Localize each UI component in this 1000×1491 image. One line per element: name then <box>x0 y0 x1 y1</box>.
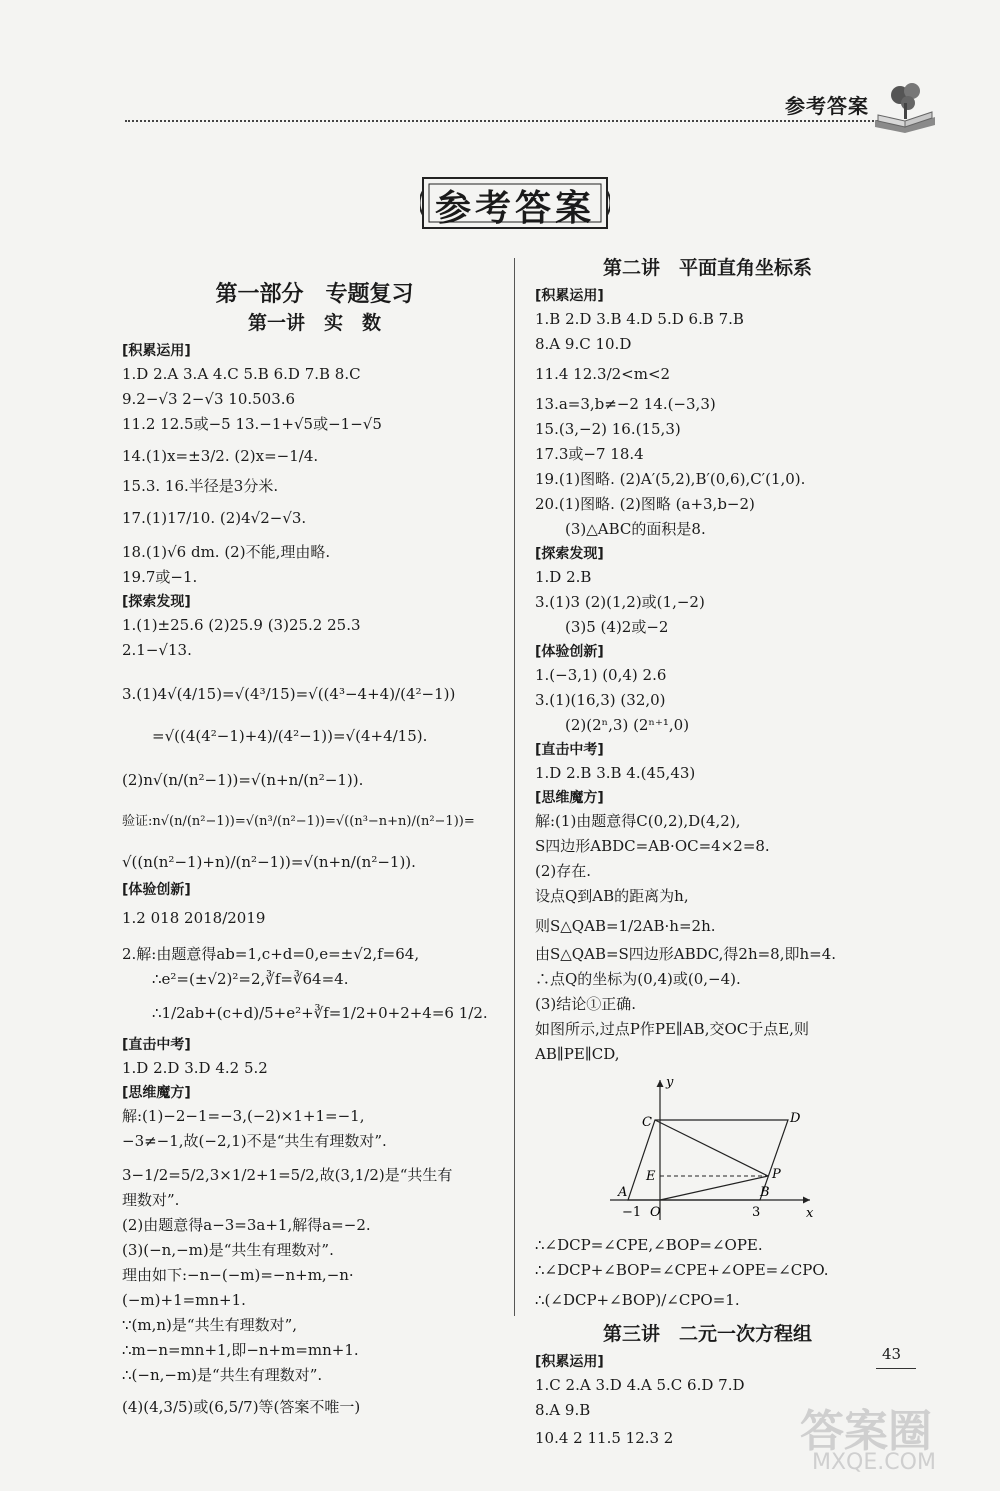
answer-line: S四边形ABDC=AB·OC=4×2=8. <box>535 837 770 855</box>
segment-cp <box>655 1120 768 1176</box>
label-p: P <box>772 1167 781 1182</box>
label-o: O <box>650 1205 661 1220</box>
answer-line: 1.D 2.B 3.B 4.(45,43) <box>535 764 696 782</box>
answer-line: 1.(1)±25.6 (2)25.9 (3)25.2 25.3 <box>122 616 361 634</box>
label-minus-one: −1 <box>622 1205 642 1220</box>
answer-line: (2)由题意得a−3=3a+1,解得a=−2. <box>122 1216 371 1234</box>
answer-line: (−m)+1=mn+1. <box>122 1291 246 1309</box>
lecture-2-heading: 第二讲 平面直角坐标系 <box>602 257 812 279</box>
answer-line: ∴m−n=mn+1,即−n+m=mn+1. <box>122 1341 359 1359</box>
answer-line: 15.3. 16.半径是3分米. <box>122 477 279 495</box>
answer-line: ∴e²=(±√2)²=2,∛f=∛64=4. <box>152 970 349 988</box>
section-heading: [探索发现] <box>122 594 191 610</box>
answer-line: (3)(−n,−m)是“共生有理数对”. <box>122 1241 334 1259</box>
lecture-1-heading: 第一讲 实 数 <box>247 312 381 334</box>
header-divider <box>125 120 885 122</box>
answer-line: 1.(−3,1) (0,4) 2.6 <box>535 666 667 684</box>
header-title: 参考答案 <box>785 94 869 118</box>
section-heading: [积累运用] <box>535 288 604 304</box>
label-e: E <box>646 1169 656 1184</box>
open-book-icon <box>870 75 940 135</box>
answer-line: 20.(1)图略. (2)图略 (a+3,b−2) <box>535 495 755 513</box>
answer-line: 17.(1)17/10. (2)4√2−√3. <box>122 509 307 527</box>
answer-line: 理数对”. <box>122 1191 180 1209</box>
answer-line: 设点Q到AB的距离为h, <box>535 887 689 905</box>
lecture-3-heading: 第三讲 二元一次方程组 <box>602 1323 812 1345</box>
answer-line: 1.C 2.A 3.D 4.A 5.C 6.D 7.D <box>535 1376 745 1394</box>
answer-line: 理由如下:−n−(−m)=−n+m,−n· <box>122 1266 354 1284</box>
answer-line: 13.a=3,b≠−2 14.(−3,3) <box>535 395 716 413</box>
watermark-url: MXQE.COM <box>812 1450 936 1475</box>
answer-line: (2)(2ⁿ,3) (2ⁿ⁺¹,0) <box>565 716 690 734</box>
answer-line: 如图所示,过点P作PE∥AB,交OC于点E,则 <box>535 1020 809 1038</box>
label-x: x <box>806 1206 814 1221</box>
answer-line: 9.2−√3 2−√3 10.503.6 <box>122 390 296 408</box>
watermark-logo: 答案圈 <box>800 1406 932 1457</box>
answer-line: 解:(1)由题意得C(0,2),D(4,2), <box>535 812 741 830</box>
answer-line: 17.3或−7 18.4 <box>535 445 644 463</box>
answer-line: √((n(n²−1)+n)/(n²−1))=√(n+n/(n²−1)). <box>122 853 416 871</box>
answer-line: (3)结论①正确. <box>535 995 637 1013</box>
section-heading: [体验创新] <box>535 644 604 660</box>
page-number: 43 <box>882 1345 902 1363</box>
label-c: C <box>642 1115 652 1130</box>
answer-line: 8.A 9.C 10.D <box>535 335 632 353</box>
answer-line: 11.2 12.5或−5 13.−1+√5或−1−√5 <box>122 415 382 433</box>
answer-line: 验证:n√(n/(n²−1))=√(n³/(n²−1))=√((n³−n+n)/(n²−1))= <box>122 814 475 829</box>
answer-line: 3.(1)(16,3) (32,0) <box>535 691 666 709</box>
answer-line: 19.(1)图略. (2)A′(5,2),B′(0,6),C′(1,0). <box>535 470 806 488</box>
answer-line: ∴1/2ab+(c+d)/5+e²+∛f=1/2+0+2+4=6 1/2. <box>152 1004 488 1022</box>
answer-line: 18.(1)√6 dm. (2)不能,理由略. <box>122 543 331 561</box>
answer-line: 1.D 2.A 3.A 4.C 5.B 6.D 7.B 8.C <box>122 365 361 383</box>
answer-line: 1.D 2.D 3.D 4.2 5.2 <box>122 1059 268 1077</box>
answer-line: (2)n√(n/(n²−1))=√(n+n/(n²−1)). <box>122 771 364 789</box>
section-heading: [思维魔方] <box>122 1085 191 1101</box>
answer-line: ∴∠DCP=∠CPE,∠BOP=∠OPE. <box>535 1236 763 1254</box>
answer-line: (2)存在. <box>535 862 592 880</box>
answer-line: 3.(1)4√(4/15)=√(4³/15)=√((4³−4+4)/(4²−1)) <box>122 685 456 703</box>
answer-line: 2.1−√13. <box>122 641 192 659</box>
answer-line: =√((4(4²−1)+4)/(4²−1))=√(4+4/15). <box>152 727 428 745</box>
section-heading: [直击中考] <box>535 742 604 758</box>
answer-line: 由S△QAB=S四边形ABDC,得2h=8,即h=4. <box>535 945 837 963</box>
main-title: 参考答案 <box>434 188 595 229</box>
section-heading: [体验创新] <box>122 882 191 898</box>
answer-line: 1.B 2.D 3.B 4.D 5.D 6.B 7.B <box>535 310 744 328</box>
page-number-underline <box>876 1368 916 1369</box>
answer-line: 11.4 12.3/2<m<2 <box>535 365 671 383</box>
answer-line: 1.D 2.B <box>535 568 592 586</box>
answer-line: 10.4 2 11.5 12.3 2 <box>535 1429 674 1447</box>
section-heading: [直击中考] <box>122 1037 191 1053</box>
answer-line: 19.7或−1. <box>122 568 198 586</box>
answer-line: 3.(1)3 (2)(1,2)或(1,−2) <box>535 593 705 611</box>
answer-line: 3−1/2=5/2,3×1/2+1=5/2,故(3,1/2)是“共生有 <box>122 1166 453 1184</box>
answer-line: −3≠−1,故(−2,1)不是“共生有理数对”. <box>122 1132 387 1150</box>
label-a: A <box>618 1185 628 1200</box>
answer-line: AB∥PE∥CD, <box>535 1045 620 1063</box>
label-b: B <box>760 1185 770 1200</box>
answer-line: 14.(1)x=±3/2. (2)x=−1/4. <box>122 447 319 465</box>
answer-line: 1.2 018 2018/2019 <box>122 909 266 927</box>
answer-line: 解:(1)−2−1=−3,(−2)×1+1=−1, <box>122 1107 365 1125</box>
section-heading: [积累运用] <box>122 343 191 359</box>
section-heading: [思维魔方] <box>535 790 604 806</box>
section-heading: [探索发现] <box>535 546 604 562</box>
answer-line: 则S△QAB=1/2AB·h=2h. <box>535 917 716 935</box>
segment-op <box>660 1176 768 1200</box>
answer-line: (3)5 (4)2或−2 <box>565 618 669 636</box>
label-d: D <box>790 1111 801 1126</box>
answer-line: 8.A 9.B <box>535 1401 591 1419</box>
answer-line: 2.解:由题意得ab=1,c+d=0,e=±√2,f=64, <box>122 945 420 963</box>
answer-line: (4)(4,3/5)或(6,5/7)等(答案不唯一) <box>122 1398 361 1416</box>
right-column <box>535 255 880 1452</box>
answer-line: ∴(∠DCP+∠BOP)/∠CPO=1. <box>535 1291 740 1309</box>
label-three: 3 <box>752 1205 761 1220</box>
label-y: y <box>666 1075 674 1090</box>
column-divider <box>514 258 515 1316</box>
answer-line: ∴(−n,−m)是“共生有理数对”. <box>122 1366 323 1384</box>
section-heading: [积累运用] <box>535 1354 604 1370</box>
answer-line: ∴∠DCP+∠BOP=∠CPE+∠OPE=∠CPO. <box>535 1261 829 1279</box>
answer-line: 15.(3,−2) 16.(15,3) <box>535 420 681 438</box>
part-heading: 第一部分 专题复习 <box>215 282 414 307</box>
coordinate-figure <box>610 1072 820 1222</box>
answer-line: (3)△ABC的面积是8. <box>565 520 706 538</box>
answer-line: ∵(m,n)是“共生有理数对”, <box>122 1316 298 1334</box>
left-column <box>122 280 507 1421</box>
answer-line: ∴点Q的坐标为(0,4)或(0,−4). <box>535 970 741 988</box>
